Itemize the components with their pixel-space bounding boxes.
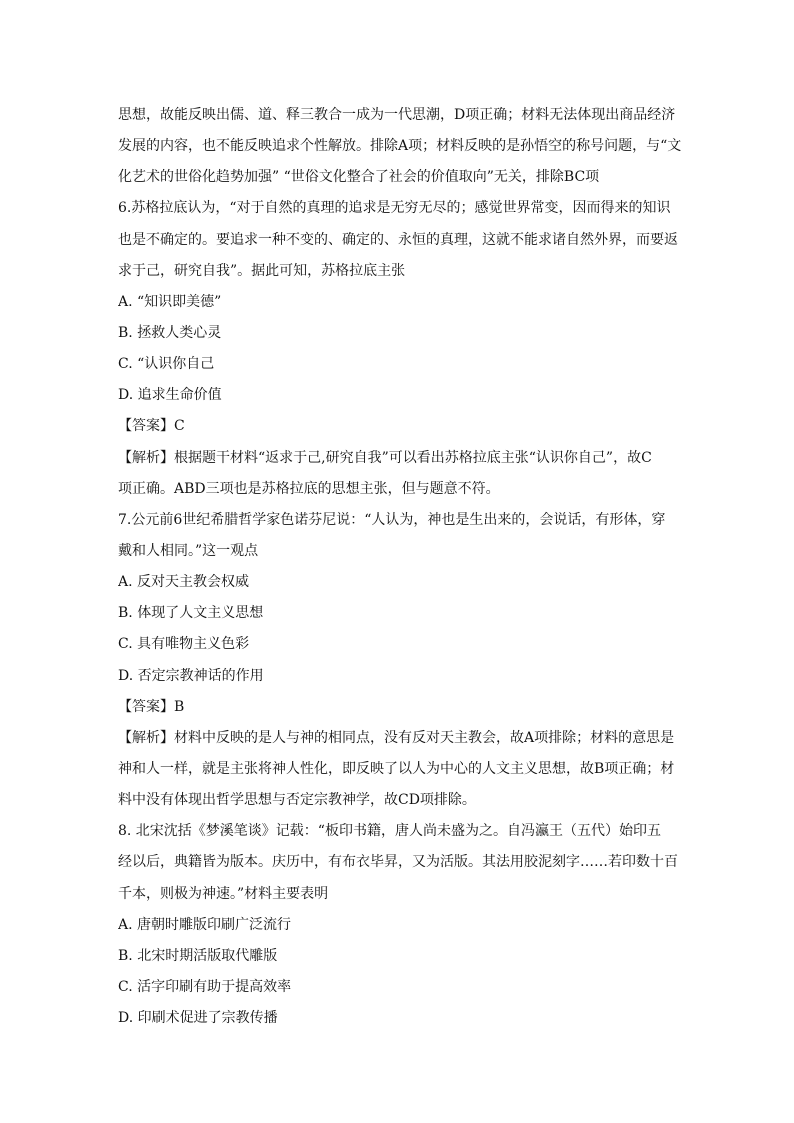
answer: 【答案】B — [118, 698, 185, 715]
question-8-stem: 8. 北宋沈括《梦溪笔谈》记载：“板印书籍，唐人尚未盛为之。自冯瀛王（五代）始印五 — [118, 823, 661, 840]
option-d: D. 追求生命价值 — [118, 387, 222, 404]
option-a: A. 反对天主教会权威 — [118, 574, 250, 591]
text-line: 项正确。ABD三项也是苏格拉底的思想主张，但与题意不符。 — [118, 480, 500, 497]
option-c: C. 活字印刷有助于提高效率 — [118, 978, 292, 995]
option-d: D. 印刷术促进了宗教传播 — [118, 1010, 278, 1027]
text-line: 求于己，研究自我”。据此可知，苏格拉底主张 — [118, 262, 406, 279]
option-d: D. 否定宗教神话的作用 — [118, 667, 264, 684]
question-6-stem: 6.苏格拉底认为，“对于自然的真理的追求是无穷无尽的；感觉世界常变，因而得来的知识 — [118, 200, 671, 217]
text-line: 料中没有体现出哲学思想与否定宗教神学，故CD项排除。 — [118, 792, 476, 809]
answer: 【答案】C — [118, 418, 185, 435]
option-c: C. “认识你自己 — [118, 356, 215, 373]
text-line: 发展的内容，也不能反映追求个性解放。排除A项；材料反映的是孙悟空的称号问题，与“文 — [118, 138, 682, 155]
analysis: 【解析】根据题干材料“返求于己,研究自我”可以看出苏格拉底主张“认识你自己”，故C — [118, 449, 652, 466]
option-b: B. 体现了人文主义思想 — [118, 605, 264, 622]
option-c: C. 具有唯物主义色彩 — [118, 636, 250, 653]
text-line: 化艺术的世俗化趋势加强” “世俗文化整合了社会的价值取向”无关，排除BC项 — [118, 169, 600, 186]
option-a: A. “知识即美德” — [118, 293, 222, 310]
text-line: 千本，则极为神速。”材料主要表明 — [118, 885, 329, 902]
question-7-stem: 7.公元前6世纪希腊哲学家色诺芬尼说：“人认为，神也是生出来的，会说话，有形体，穿 — [118, 511, 666, 528]
text-line: 戴和人相同。”这一观点 — [118, 542, 259, 559]
text-line: 也是不确定的。要追求一种不变的、确定的、永恒的真理，这就不能求诸自然外界，而要返 — [118, 231, 678, 248]
option-b: B. 北宋时期活版取代雕版 — [118, 947, 278, 964]
text-line: 思想，故能反映出儒、道、释三教合一成为一代思潮，D项正确；材料无法体现出商品经济 — [118, 107, 676, 123]
text-line: 神和人一样，就是主张将神人性化，即反映了以人为中心的人文主义思想，故B项正确；材 — [118, 760, 675, 777]
option-b: B. 拯救人类心灵 — [118, 324, 222, 341]
analysis: 【解析】材料中反映的是人与神的相同点，没有反对天主教会，故A项排除；材料的意思是 — [118, 729, 675, 746]
text-line: 经以后，典籍皆为版本。庆历中，有布衣毕昇，又为活版。其法用胶泥刻字……若印数十百 — [118, 854, 678, 871]
option-a: A. 唐朝时雕版印刷广泛流行 — [118, 916, 292, 933]
